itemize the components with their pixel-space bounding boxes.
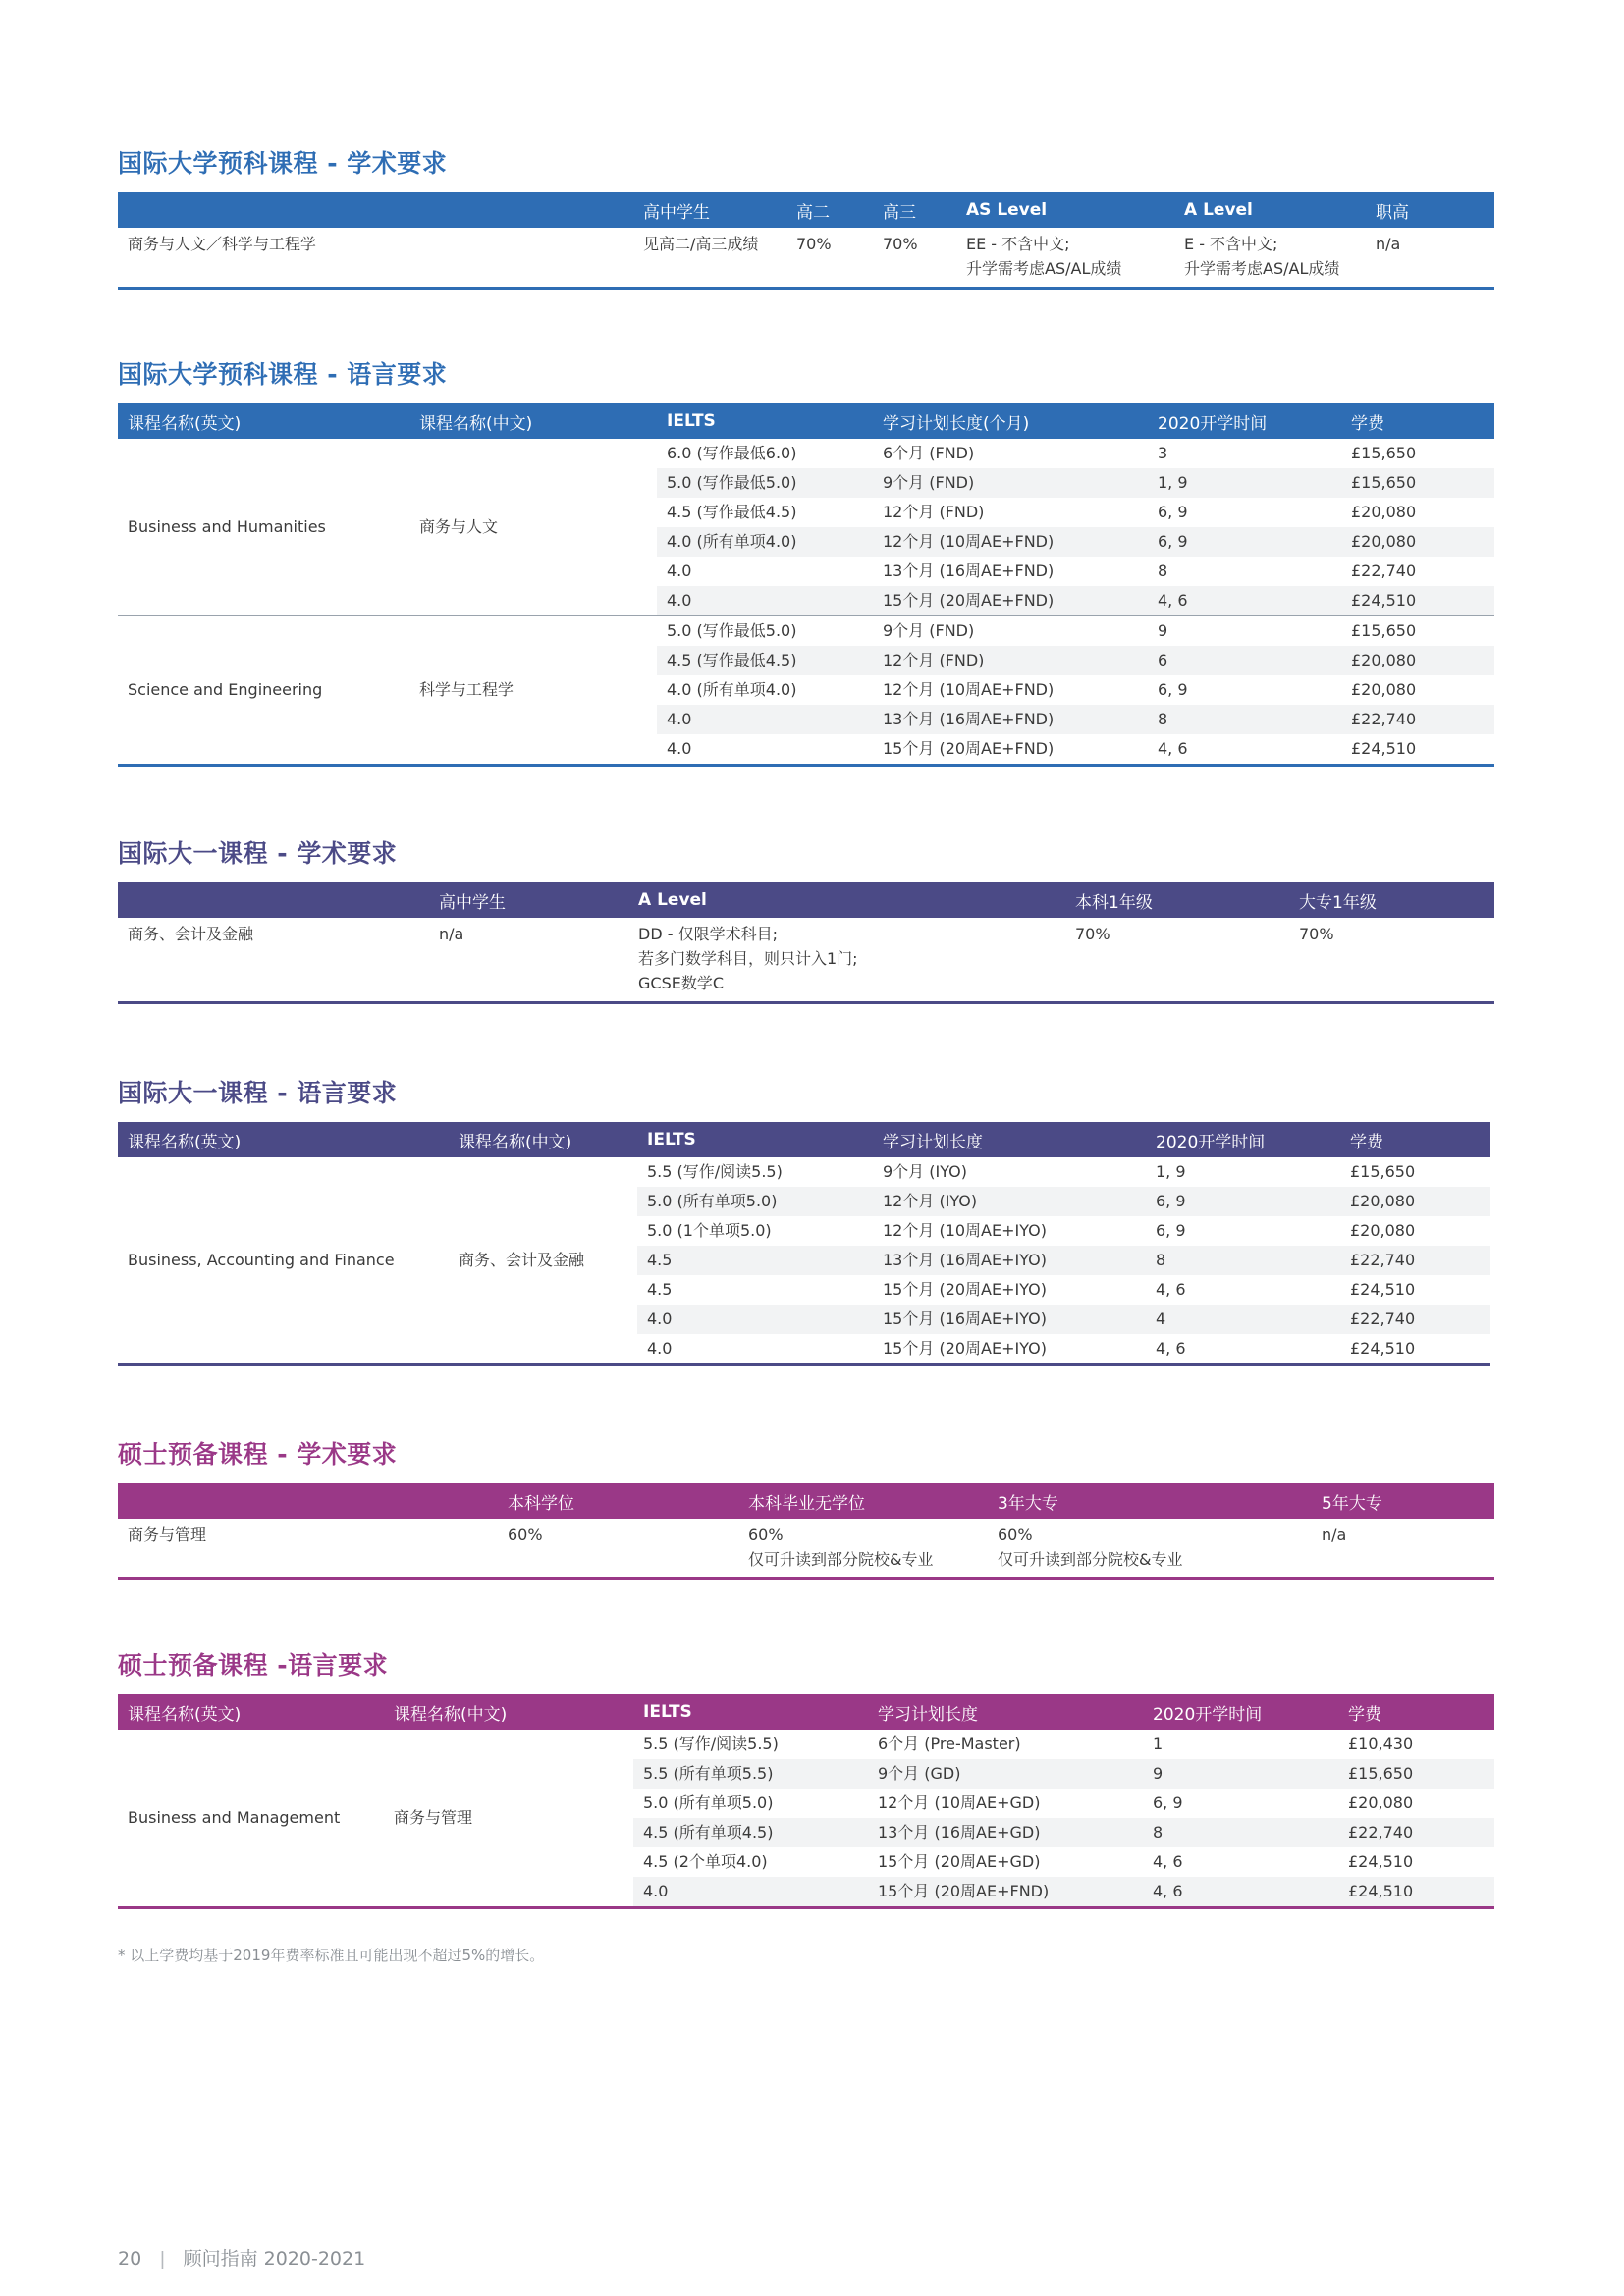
table-cell: 15个月 (20周AE+FND) [883, 591, 1055, 610]
table-cell: £15,650 [1351, 473, 1417, 492]
section-title: 国际大学预科课程 - 语言要求 [118, 360, 448, 389]
table-cell: 6个月 (Pre-Master) [878, 1735, 1021, 1753]
table-cell: n/a [1376, 235, 1401, 253]
table-cell: 70% [1299, 925, 1334, 943]
table-cell: 4.0 [647, 1309, 673, 1328]
table-cell: 6, 9 [1156, 1221, 1186, 1240]
table-cell: £10,430 [1348, 1735, 1414, 1753]
table-cell: 4.0 [647, 1339, 673, 1358]
cell-line: 升学需考虑AS/AL成绩 [1184, 259, 1340, 278]
course-name-en: Business and Management [128, 1808, 341, 1827]
table-cell: 9 [1153, 1764, 1164, 1783]
cell-line: 仅可升读到部分院校&专业 [748, 1550, 934, 1569]
table-cell: 13个月 (16周AE+FND) [883, 710, 1055, 728]
col-header: 大专1年级 [1289, 882, 1494, 918]
table-cell: £22,740 [1350, 1309, 1416, 1328]
table-cell: 12个月 (FND) [883, 651, 985, 669]
table-cell: n/a [1322, 1525, 1347, 1544]
table-cell: 5.0 (写作最低5.0) [657, 616, 873, 647]
table-cell: 13个月 (16周AE+FND) [883, 561, 1055, 580]
table-cell: 5.5 (写作/阅读5.5) [643, 1735, 779, 1753]
table-cell: 1 [1153, 1735, 1164, 1753]
table-cell: £15,650 [1341, 616, 1494, 647]
table-cell: 15个月 (20周AE+FND) [878, 1882, 1050, 1900]
table-cell: 5.0 (所有单项5.0) [647, 1192, 778, 1210]
cell-line: 仅可升读到部分院校&专业 [998, 1550, 1183, 1569]
table-cell: £15,650 [1348, 1764, 1414, 1783]
table-cell: 1, 9 [1158, 473, 1188, 492]
table-cell: £20,080 [1351, 680, 1417, 699]
table-cell: 4.5 (写作最低4.5) [667, 503, 797, 521]
cell-line: 升学需考虑AS/AL成绩 [966, 259, 1122, 278]
col-header: 课程名称(中文) [449, 1122, 637, 1157]
col-header: 2020开学时间 [1148, 403, 1341, 439]
col-header: 5年大专 [1312, 1483, 1494, 1519]
col-header: 课程名称(中文) [409, 403, 657, 439]
page-number: 20 [118, 2248, 142, 2269]
section-foundation-academic [118, 147, 1494, 290]
table-cell [738, 1519, 988, 1579]
table-cell: 4.0 [667, 710, 692, 728]
table-header-row [118, 1122, 1490, 1157]
table-cell: 9 [1148, 616, 1341, 647]
table-cell: 6 [1158, 651, 1168, 669]
col-header: AS Level [956, 192, 1174, 228]
course-name-en: Science and Engineering [118, 616, 409, 766]
section-iyo-academic [118, 837, 1494, 1004]
table-cell: 6, 9 [1158, 680, 1188, 699]
col-header: 课程名称(英文) [118, 403, 409, 439]
col-header: 学习计划长度 [868, 1694, 1143, 1730]
table-cell: 4.5 [647, 1280, 673, 1299]
table-cell: £22,740 [1348, 1823, 1414, 1842]
table-cell: £24,510 [1351, 739, 1417, 758]
table-cell: 70% [796, 235, 832, 253]
table-cell: £24,510 [1350, 1339, 1416, 1358]
table-cell: 9个月 (FND) [873, 616, 1148, 647]
table-cell: 6, 9 [1158, 503, 1188, 521]
table-cell: 15个月 (16周AE+IYO) [883, 1309, 1047, 1328]
table-cell: £24,510 [1348, 1852, 1414, 1871]
table-cell: 4.5 (写作最低4.5) [667, 651, 797, 669]
table-cell: 5.5 (写作/阅读5.5) [647, 1162, 783, 1181]
table-cell [628, 918, 1065, 1003]
section-title: 硕士预备课程 -语言要求 [118, 1651, 389, 1680]
table-cell: 9个月 (GD) [878, 1764, 961, 1783]
col-header: A Level [628, 882, 1065, 918]
col-header: 课程名称(英文) [118, 1122, 449, 1157]
table-cell: 4.0 [667, 561, 692, 580]
section-title: 国际大一课程 - 语言要求 [118, 1079, 398, 1107]
col-header: 高中学生 [633, 192, 786, 228]
col-header: 3年大专 [988, 1483, 1312, 1519]
table-row [118, 1730, 1494, 1759]
cell-line: 若多门数学科目，则只计入1门; [638, 949, 858, 968]
col-header [118, 1483, 498, 1519]
section-title: 硕士预备课程 - 学术要求 [118, 1440, 398, 1468]
table-row [118, 1519, 1494, 1579]
table-cell: 15个月 (20周AE+GD) [878, 1852, 1041, 1871]
table-cell: £15,650 [1351, 444, 1417, 462]
table-cell: 15个月 (20周AE+IYO) [883, 1339, 1047, 1358]
table-cell: 4.5 [647, 1251, 673, 1269]
premaster-language-table [118, 1694, 1494, 1909]
col-header: 本科学位 [498, 1483, 738, 1519]
table-cell [1174, 228, 1366, 289]
table-cell: 12个月 (FND) [883, 503, 985, 521]
col-header: 学习计划长度(个月) [873, 403, 1148, 439]
foundation-academic-table [118, 192, 1494, 290]
col-header: 学费 [1341, 403, 1494, 439]
cell-line: DD - 仅限学术科目; [638, 925, 778, 943]
table-cell: 商务与管理 [128, 1525, 207, 1544]
table-cell: 6, 9 [1158, 532, 1188, 551]
table-cell: 5.5 (所有单项5.5) [643, 1764, 774, 1783]
cell-line: 60% [998, 1525, 1033, 1544]
table-cell: 1, 9 [1156, 1162, 1186, 1181]
col-header: 本科毕业无学位 [738, 1483, 988, 1519]
table-cell [956, 228, 1174, 289]
section-foundation-language [118, 358, 1494, 767]
col-header: 高三 [873, 192, 956, 228]
table-cell: 60% [508, 1525, 543, 1544]
table-row [118, 439, 1494, 468]
table-cell: 8 [1156, 1251, 1166, 1269]
table-cell: 6.0 (写作最低6.0) [667, 444, 797, 462]
col-header: 本科1年级 [1065, 882, 1289, 918]
table-cell: £20,080 [1351, 532, 1417, 551]
table-cell: £24,510 [1350, 1280, 1416, 1299]
table-cell: 4.5 (2个单项4.0) [643, 1852, 768, 1871]
table-cell: 4, 6 [1158, 591, 1188, 610]
col-header: 课程名称(英文) [118, 1694, 384, 1730]
course-name-en: Business and Humanities [128, 517, 326, 536]
col-header: 学费 [1340, 1122, 1490, 1157]
table-cell: 5.0 (1个单项5.0) [647, 1221, 772, 1240]
table-cell: 商务与人文／科学与工程学 [128, 235, 317, 253]
table-cell: 12个月 (10周AE+FND) [883, 532, 1055, 551]
section-title: 国际大一课程 - 学术要求 [118, 839, 398, 868]
col-header: IELTS [657, 403, 873, 439]
col-header: 学习计划长度 [873, 1122, 1146, 1157]
table-cell: 9个月 (IYO) [883, 1162, 967, 1181]
table-cell: 12个月 (10周AE+GD) [878, 1793, 1041, 1812]
table-cell: 4, 6 [1158, 739, 1188, 758]
table-cell: 4, 6 [1153, 1882, 1183, 1900]
table-cell: 4.0 [667, 591, 692, 610]
course-name-cn: 商务与人文 [419, 517, 499, 536]
col-header [118, 882, 429, 918]
table-cell: 4, 6 [1156, 1280, 1186, 1299]
course-name-cn: 商务与管理 [394, 1808, 473, 1827]
table-row [118, 1157, 1490, 1187]
col-header: 高中学生 [429, 882, 628, 918]
iyo-language-table [118, 1122, 1490, 1366]
table-cell: 8 [1158, 561, 1168, 580]
table-cell: 12个月 (IYO) [883, 1192, 978, 1210]
table-cell: 15个月 (20周AE+FND) [883, 739, 1055, 758]
table-cell: £20,080 [1348, 1793, 1414, 1812]
page-footer [118, 2244, 365, 2270]
table-header-row [118, 1694, 1494, 1730]
iyo-academic-table [118, 882, 1494, 1004]
col-header: 学费 [1338, 1694, 1494, 1730]
table-cell: £22,740 [1351, 561, 1417, 580]
table-cell: 13个月 (16周AE+GD) [878, 1823, 1041, 1842]
cell-line: EE - 不含中文; [966, 235, 1070, 253]
table-cell: n/a [439, 925, 464, 943]
table-row [118, 228, 1494, 289]
table-cell: 70% [883, 235, 918, 253]
col-header: 2020开学时间 [1143, 1694, 1338, 1730]
table-cell: £24,510 [1351, 591, 1417, 610]
table-cell: 8 [1153, 1823, 1164, 1842]
footer-divider: | [159, 2248, 166, 2269]
table-cell: 4.0 [643, 1882, 669, 1900]
footer-title: 顾问指南 2020-2021 [183, 2248, 366, 2269]
table-cell: 9个月 (FND) [883, 473, 975, 492]
table-cell: £20,080 [1350, 1221, 1416, 1240]
table-cell: 4, 6 [1156, 1339, 1186, 1358]
table-cell: 见高二/高三成绩 [643, 235, 759, 253]
footnote: * 以上学费均基于2019年费率标准且可能出现不超过5%的增长。 [118, 1947, 545, 1964]
col-header: IELTS [633, 1694, 868, 1730]
course-name-en: Business, Accounting and Finance [128, 1251, 395, 1269]
table-cell: 4 [1156, 1309, 1166, 1328]
section-premaster-language [118, 1649, 1494, 1909]
table-header-row [118, 403, 1494, 439]
col-header: IELTS [637, 1122, 873, 1157]
table-cell: 4.5 (所有单项4.5) [643, 1823, 774, 1842]
col-header: 职高 [1366, 192, 1494, 228]
table-cell: £20,080 [1351, 651, 1417, 669]
table-header-row [118, 1483, 1494, 1519]
table-cell: 4.0 (所有单项4.0) [667, 532, 797, 551]
table-header-row [118, 192, 1494, 228]
col-header [118, 192, 633, 228]
course-name-cn: 商务、会计及金融 [459, 1251, 585, 1269]
table-cell: 13个月 (16周AE+IYO) [883, 1251, 1047, 1269]
table-cell: 70% [1075, 925, 1110, 943]
table-cell: 5.0 (所有单项5.0) [643, 1793, 774, 1812]
table-cell: 6个月 (FND) [883, 444, 975, 462]
table-cell: £22,740 [1350, 1251, 1416, 1269]
table-cell: 4.0 [667, 739, 692, 758]
table-cell: 5.0 (写作最低5.0) [667, 473, 797, 492]
table-row [118, 616, 1494, 647]
table-cell: 6, 9 [1153, 1793, 1183, 1812]
course-name-cn: 科学与工程学 [409, 616, 657, 766]
table-cell: 8 [1158, 710, 1168, 728]
table-cell: £15,650 [1350, 1162, 1416, 1181]
table-cell: 4, 6 [1153, 1852, 1183, 1871]
section-premaster-academic [118, 1438, 1494, 1580]
cell-line: GCSE数学C [638, 974, 725, 992]
col-header: 高二 [786, 192, 873, 228]
col-header: 课程名称(中文) [384, 1694, 633, 1730]
table-row [118, 918, 1494, 1003]
table-cell: £22,740 [1351, 710, 1417, 728]
table-cell: 6, 9 [1156, 1192, 1186, 1210]
section-iyo-language [118, 1077, 1490, 1366]
col-header: A Level [1174, 192, 1366, 228]
table-header-row [118, 882, 1494, 918]
col-header: 2020开学时间 [1146, 1122, 1340, 1157]
table-cell: 4.0 (所有单项4.0) [667, 680, 797, 699]
table-cell: 商务、会计及金融 [128, 925, 254, 943]
table-cell: 12个月 (10周AE+IYO) [883, 1221, 1047, 1240]
section-title: 国际大学预科课程 - 学术要求 [118, 149, 448, 178]
table-cell: £20,080 [1350, 1192, 1416, 1210]
cell-line: 60% [748, 1525, 784, 1544]
premaster-academic-table [118, 1483, 1494, 1580]
table-cell: £20,080 [1351, 503, 1417, 521]
cell-line: E - 不含中文; [1184, 235, 1278, 253]
table-cell [988, 1519, 1312, 1579]
foundation-language-table [118, 403, 1494, 767]
table-cell: 12个月 (10周AE+FND) [883, 680, 1055, 699]
table-cell: £24,510 [1348, 1882, 1414, 1900]
table-cell: 3 [1158, 444, 1168, 462]
table-cell: 15个月 (20周AE+IYO) [883, 1280, 1047, 1299]
